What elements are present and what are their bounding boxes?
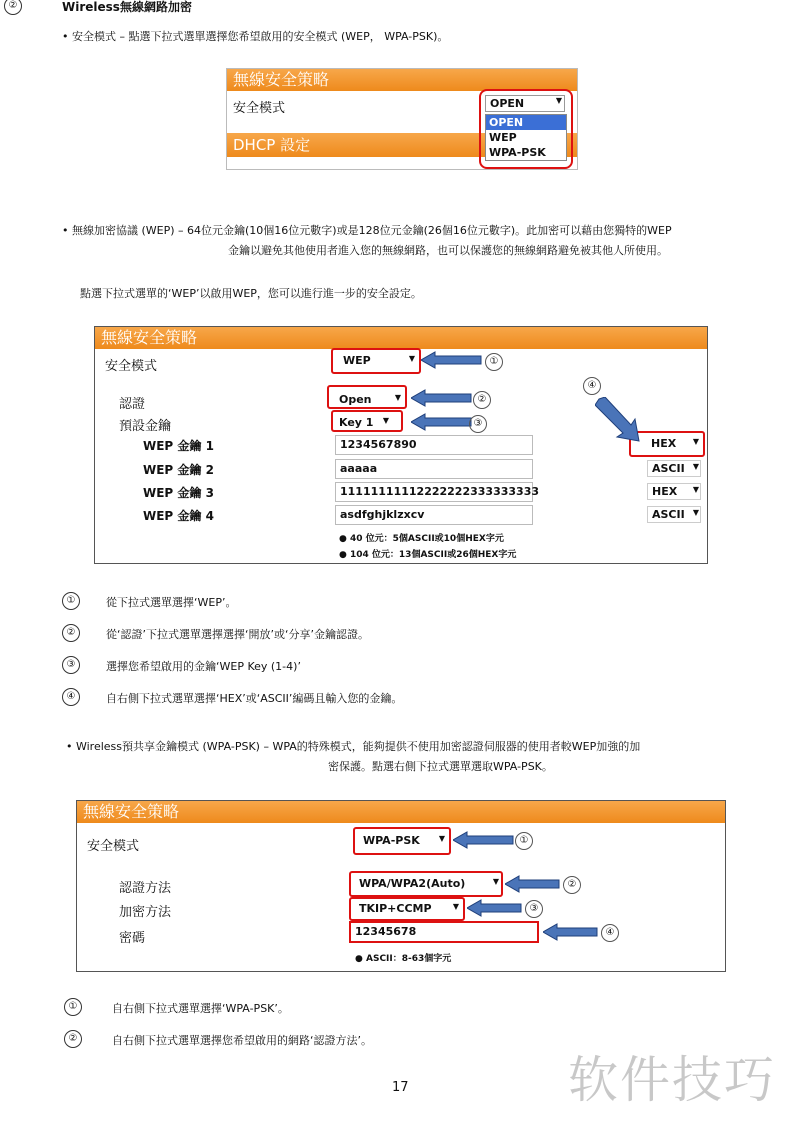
wpa-desc-line1: • Wireless預共享金鑰模式 (WPA-PSK) – WPA的特殊模式，能夠提供不使用加密認證伺服器的使用者較WEP加強的加 (66, 740, 641, 753)
highlight-box (479, 89, 573, 169)
chevron-down-icon: ▼ (394, 393, 401, 402)
option-wep[interactable]: WEP (489, 131, 517, 144)
marker-4: ④ (583, 377, 601, 395)
step-marker: ① (62, 592, 80, 610)
chevron-down-icon: ▼ (382, 416, 389, 425)
panel-header: 無線安全策略 (227, 69, 577, 91)
marker-3: ③ (469, 415, 487, 433)
step-marker: ④ (62, 688, 80, 706)
step-marker: ③ (62, 656, 80, 674)
security-panel-3 (76, 800, 726, 972)
step-text: 自右側下拉式選單選擇‘WPA-PSK’。 (112, 1002, 289, 1015)
watermark: 软件技巧 (568, 1051, 776, 1109)
note-text: 40 位元：5個ASCII或10個HEX字元 (350, 534, 504, 544)
section-title: Wireless無線網路加密 (62, 0, 192, 14)
highlight-box-3 (331, 410, 403, 432)
wep-key-type-select-2[interactable] (647, 460, 701, 477)
arrow-left-icon (467, 899, 523, 917)
chevron-down-icon: ▼ (692, 485, 699, 494)
step-text: 從‘認證’下拉式選單選擇選擇‘開放’或‘分享’金鑰認證。 (106, 628, 369, 641)
step-marker: ② (64, 1030, 82, 1048)
select-value: TKIP+CCMP (359, 902, 432, 915)
wep-key-input-4[interactable]: asdfghjklzxcv (335, 505, 533, 525)
marker-2: ② (563, 876, 581, 894)
arrow-down-right-icon (595, 397, 641, 443)
auth-label: 認證 (119, 397, 146, 412)
security-panel-2 (94, 326, 708, 564)
arrow-left-icon (411, 389, 473, 407)
arrow-left-icon (421, 351, 483, 369)
select-value: HEX (652, 485, 678, 498)
wep-key-type-select-3[interactable] (647, 483, 701, 500)
marker-4: ④ (601, 924, 619, 942)
note-text: ASCII：8-63個字元 (366, 954, 452, 964)
marker-1: ① (485, 353, 503, 371)
wep-key-input-3[interactable]: 11111111112222222333333333 (335, 482, 533, 502)
chevron-down-icon: ▼ (408, 354, 415, 363)
chevron-down-icon: ▼ (452, 902, 459, 911)
highlight-box-1 (331, 348, 421, 374)
note-text: 104 位元：13個ASCII或26個HEX字元 (350, 550, 517, 560)
panel-header: 無線安全策略 (95, 327, 707, 349)
step-marker: ① (64, 998, 82, 1016)
wep-desc-line2: 金鑰以避免其他使用者進入您的無線網路，也可以保護您的無線網路避免被其他人所使用。 (228, 244, 668, 257)
select-value: Open (339, 393, 372, 406)
auth-method-label: 認證方法 (119, 881, 172, 896)
wep-desc-line1: • 無線加密協議 (WEP) – 64位元金鑰(10個16位元數字)或是128位元金鑰(26個16位元數字)。此加密可以藉由您獨特的WEP (62, 224, 672, 237)
select-value: WEP (343, 354, 371, 367)
select-value: OPEN (490, 97, 525, 110)
wep-key-label-3: WEP 金鑰 3 (143, 486, 214, 500)
encryption-method-label: 加密方法 (119, 905, 172, 920)
select-value: ASCII (652, 462, 685, 475)
select-value: Key 1 (339, 416, 374, 429)
note-40bit: ● 40 位元：5個ASCII或10個HEX字元 (339, 534, 504, 544)
section-number: ② (4, 0, 22, 15)
step-text: 選擇您希望啟用的金鑰‘WEP Key (1-4)’ (106, 660, 301, 673)
dhcp-header: DHCP 設定 (227, 133, 577, 157)
arrow-left-icon (505, 875, 561, 893)
password-note: ● ASCII：8-63個字元 (355, 954, 452, 964)
arrow-left-icon (453, 831, 515, 849)
highlight-box-2 (349, 871, 503, 897)
highlight-box-1 (353, 827, 451, 855)
wep-key-input-1[interactable]: 1234567890 (335, 435, 533, 455)
password-label: 密碼 (119, 931, 146, 946)
step-text: 自右側下拉式選單選擇‘HEX’或‘ASCII’編碼且輸入您的金鑰。 (106, 692, 403, 705)
step-text: 自右側下拉式選單選擇您希望啟用的網路‘認證方法’。 (112, 1034, 372, 1047)
chevron-down-icon: ▼ (692, 508, 699, 517)
arrow-left-icon (543, 923, 599, 941)
select-value: ASCII (652, 508, 685, 521)
security-mode-label: 安全模式 (105, 359, 158, 374)
option-wpa-psk[interactable]: WPA-PSK (489, 146, 546, 159)
security-mode-desc: • 安全模式 – 點選下拉式選單選擇您希望啟用的安全模式 (WEP， WPA-PSK)。 (62, 30, 449, 43)
highlight-box-2 (327, 385, 407, 409)
marker-2: ② (473, 391, 491, 409)
wep-key-label-1: WEP 金鑰 1 (143, 439, 214, 453)
chevron-down-icon: ▼ (438, 834, 445, 843)
note-104bit: ● 104 位元：13個ASCII或26個HEX字元 (339, 550, 517, 560)
wep-key-input-2[interactable]: aaaaa (335, 459, 533, 479)
security-mode-label: 安全模式 (233, 101, 286, 116)
select-value: WPA-PSK (363, 834, 420, 847)
wpa-desc-line2: 密保護。點選右側下拉式選單選取WPA-PSK。 (328, 760, 553, 773)
page-number: 17 (392, 1080, 409, 1095)
panel-header: 無線安全策略 (77, 801, 725, 823)
security-panel-1 (226, 68, 578, 170)
select-value: HEX (651, 437, 677, 450)
step-marker: ② (62, 624, 80, 642)
chevron-down-icon: ▼ (555, 96, 562, 105)
chevron-down-icon: ▼ (492, 877, 499, 886)
arrow-left-icon (411, 413, 473, 431)
marker-3: ③ (525, 900, 543, 918)
chevron-down-icon: ▼ (692, 462, 699, 471)
wep-key-type-select-4[interactable] (647, 506, 701, 523)
wep-key-label-2: WEP 金鑰 2 (143, 463, 214, 477)
wep-desc-line3: 點選下拉式選單的‘WEP’以啟用WEP，您可以進行進一步的安全設定。 (80, 287, 422, 300)
security-mode-label: 安全模式 (87, 839, 140, 854)
default-key-label: 預設金鑰 (119, 419, 172, 434)
wep-key-label-4: WEP 金鑰 4 (143, 509, 214, 523)
option-open[interactable]: OPEN (486, 115, 566, 130)
step-text: 從下拉式選單選擇‘WEP’。 (106, 596, 237, 609)
password-input[interactable]: 12345678 (349, 921, 539, 943)
chevron-down-icon: ▼ (692, 437, 699, 446)
select-value: WPA/WPA2(Auto) (359, 877, 466, 890)
highlight-box-3 (349, 897, 465, 921)
marker-1: ① (515, 832, 533, 850)
